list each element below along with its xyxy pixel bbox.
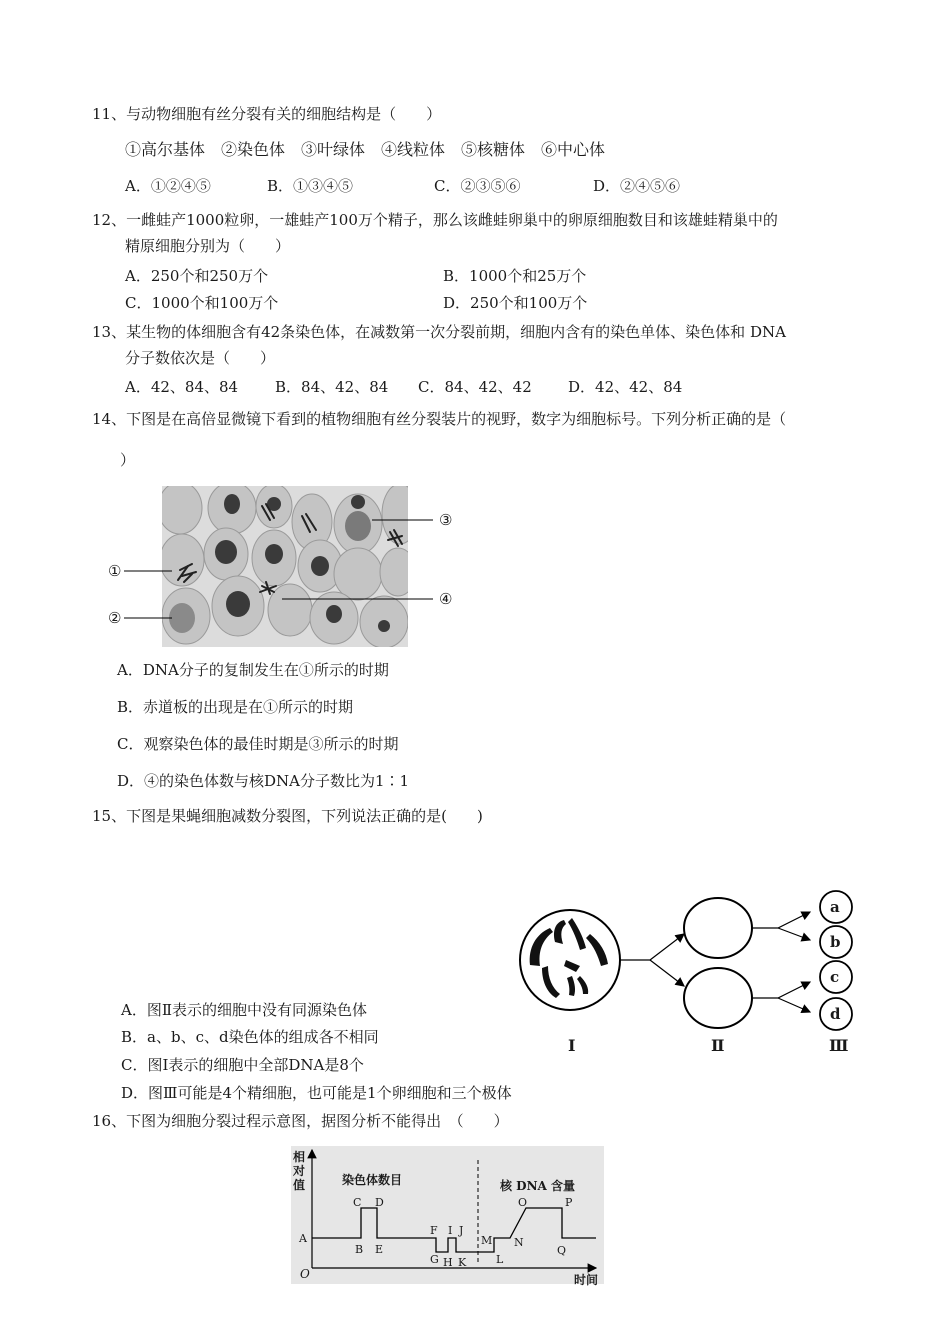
- q15-stem: 15、下图是果蝇细胞减数分裂图，下列说法正确的是( ): [92, 807, 483, 825]
- q11-option-c: C．②③⑤⑥: [434, 177, 521, 195]
- graph-origin: O: [300, 1267, 310, 1281]
- graph-point-A: A: [299, 1232, 307, 1245]
- graph-point-M: M: [481, 1234, 493, 1247]
- q12-option-a: A．250个和250万个: [125, 267, 269, 285]
- graph-point-K: K: [458, 1256, 467, 1269]
- q11-stem: 11、与动物细胞有丝分裂有关的细胞结构是（ ）: [92, 105, 442, 123]
- q14-option-d: D．④的染色体数与核DNA分子数比为1∶1: [117, 772, 410, 790]
- micrograph-label-3: ③: [439, 511, 453, 529]
- graph-point-L: L: [496, 1253, 504, 1266]
- cell-label-d: d: [830, 1005, 841, 1023]
- q12-stem-line1: 12、一雌蛙产1000粒卵，一雄蛙产100万个精子，那么该雌蛙卵巢中的卵原细胞数目和该雄蛙精巢中的: [92, 211, 778, 229]
- graph-point-P: P: [565, 1196, 573, 1209]
- stage-label-2: Ⅱ: [711, 1036, 725, 1055]
- q15-option-b: B．a、b、c、d染色体的组成各不相同: [121, 1028, 379, 1046]
- micrograph-label-4: ④: [439, 590, 453, 608]
- stage-label-1: Ⅰ: [568, 1036, 576, 1055]
- q12-stem-line2: 精原细胞分别为（ ）: [125, 237, 291, 255]
- q15-option-c: C．图Ⅰ表示的细胞中全部DNA是8个: [121, 1056, 364, 1074]
- graph-point-G: G: [430, 1253, 439, 1266]
- graph-right-title: 核 DNA 含量: [500, 1179, 576, 1193]
- stage-label-3: Ⅲ: [829, 1036, 849, 1055]
- q14-stem-line1: 14、下图是在高倍显微镜下看到的植物细胞有丝分裂装片的视野，数字为细胞标号。下列分析正确的是（: [92, 410, 787, 428]
- graph-point-F: F: [430, 1224, 438, 1237]
- graph-point-O: O: [518, 1196, 528, 1209]
- q13-stem-line2: 分子数依次是（ ）: [125, 349, 276, 367]
- micrograph-label-1: ①: [108, 562, 122, 580]
- graph-point-D: D: [375, 1196, 384, 1209]
- graph-left-title: 染色体数目: [342, 1173, 403, 1187]
- q15-option-d: D．图Ⅲ可能是4个精细胞，也可能是1个卵细胞和三个极体: [121, 1084, 512, 1102]
- graph-point-E: E: [375, 1243, 384, 1256]
- graph-point-J: J: [459, 1224, 464, 1237]
- q13-stem-line1: 13、某生物的体细胞含有42条染色体，在减数第一次分裂前期，细胞内含有的染色单体、染色体和 DNA: [92, 323, 786, 341]
- graph-x-axis-label: 时间: [574, 1273, 599, 1287]
- q11-option-a: A．①②④⑤: [125, 177, 211, 195]
- cell-label-c: c: [830, 968, 840, 986]
- graph-point-H: H: [443, 1256, 453, 1269]
- q13-option-a: A．42、84、84: [125, 378, 239, 396]
- q14-stem-line2: ）: [120, 451, 136, 469]
- graph-point-I: I: [448, 1224, 453, 1237]
- graph-point-Q: Q: [557, 1244, 567, 1257]
- graph-point-N: N: [514, 1236, 524, 1249]
- q11-option-d: D．②④⑤⑥: [593, 177, 681, 195]
- graph-y-axis-label: 相对值: [293, 1150, 306, 1192]
- q11-option-b: B．①③④⑤: [267, 177, 354, 195]
- q12-option-b: B．1000个和25万个: [443, 267, 587, 285]
- cell-label-a: a: [830, 898, 840, 916]
- graph-point-B: B: [355, 1243, 364, 1256]
- q13-option-b: B．84、42、84: [275, 378, 389, 396]
- graph-point-C: C: [353, 1196, 362, 1209]
- micrograph-label-2: ②: [108, 609, 122, 627]
- q15-option-a: A．图Ⅱ表示的细胞中没有同源染色体: [121, 1001, 368, 1019]
- q13-option-d: D．42、42、84: [568, 378, 683, 396]
- q11-items: ①高尔基体 ②染色体 ③叶绿体 ④线粒体 ⑤核糖体 ⑥中心体: [125, 140, 606, 159]
- q12-option-d: D．250个和100万个: [443, 294, 588, 312]
- q14-option-a: A．DNA分子的复制发生在①所示的时期: [117, 661, 389, 679]
- q16-stem: 16、下图为细胞分裂过程示意图，据图分析不能得出 （ ）: [92, 1112, 509, 1130]
- q13-option-c: C．84、42、42: [418, 378, 532, 396]
- q12-option-c: C．1000个和100万个: [125, 294, 279, 312]
- q14-option-c: C．观察染色体的最佳时期是③所示的时期: [117, 735, 399, 753]
- q14-option-b: B．赤道板的出现是在①所示的时期: [117, 698, 354, 716]
- cell-label-b: b: [830, 933, 841, 951]
